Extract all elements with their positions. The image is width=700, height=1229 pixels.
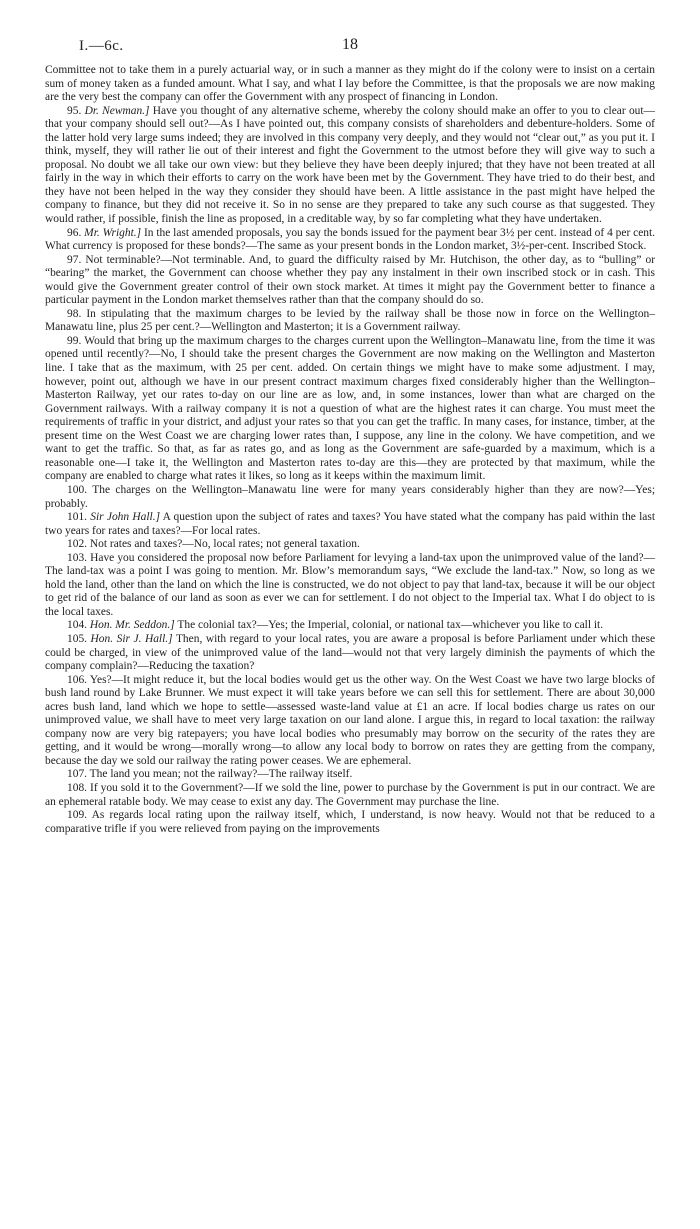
question-paragraph: 98. In stipulating that the maximum charges to be levied by the railway shall be those now in force on the Wellington–Manawatu line, plus 25 per cent.?—Wellington and Masterton; it is a Government railway.	[45, 307, 655, 334]
question-paragraph: 99. Would that bring up the maximum charges to the charges current upon the Wellington–Manawatu line, from the time it was opened until recently?—No, I should take the present charges the Government are now making on the Wellington and Masterton line. I take that as the maximum, with 25 per cent. added. On certain things we might have to make some adjustment. I may, however, point out, although we have in our present contract maximum charges fixed considerably higher than the Wellington–Masterton Railway, yet our rates to-day on our line are as low, and, in some instances, lower than what are charged on the Government railways. With a railway company it is not a question of what are the highest rates it can charge. You must meet the requirements of traffic in your district, and adjust your rates so that you can get the traffic. In many cases, for instance, timber, at the present time on the West Coast we are charging lower rates than, I suppose, any line in the colony. We have competition, and we want to get the traffic. So that, as far as rates go, and as long as the Government are safe-guarded by a maximum, which is a reasonable one—I take it, the Wellington and Masterton rates to-day are this—they are protected by that maximum, while the company are enabled to charge what rates it likes, so long as it keeps within the maximum limit.	[45, 334, 655, 483]
page-header	[45, 0, 655, 60]
question-paragraph: 107. The land you mean; not the railway?—The railway itself.	[67, 768, 353, 781]
question-paragraph: 95. Dr. Newman.] Have you thought of any alternative scheme, whereby the colony should make an offer to you to clear out—that your company should sell out?—As I have pointed out, this company consists of shareholders and debenture-holders. Some of the latter hold very large sums indeed; they are involved in this company very deeply, and they would not “clear out,” as you put it. I think, myself, they will rather lie out of their interest and fight the Government to the utmost before they will give way to such a proposal. No doubt we all take our own view: but they believe they have been deeply injured; that they have not been treated at all fairly in the way in which their efforts to carry on the work have been met by the Government. They have tried to do their best, and they have not been helped in the way they consider they should have been. A little assistance in the past might have helped the company to finance, but they did not receive it. So in no sense are they prepared to take any such course as that suggested. They would rather, if possible, finish the line as proposed, in a creditable way, by so far completing what they have undertaken.	[45, 104, 655, 226]
body-text	[45, 64, 655, 836]
question-paragraph: 97. Not terminable?—Not terminable. And, to guard the difficulty raised by Mr. Hutchison, the other day, as to “bulling” or “bearing” the market, the Government can choose whether they pay any instalment in their own inscribed stock or in cash. This would give the Government greater control of their own stock market. At times it might pay the Government better to finance a particular payment in the London market themselves rather than that the company should do so.	[45, 253, 656, 307]
question-paragraph: 108. If you sold it to the Government?—If we sold the line, power to purchase by the Government is put in our contract. We are an ephemeral ratable body. We may cease to exist any day. The Government may purchase the line.	[45, 781, 656, 808]
question-paragraph: 109. As regards local rating upon the railway itself, which, I understand, is now heavy. Would not that be reduced to a comparative trifle if you were relieved from paying on the improvements	[45, 809, 655, 835]
question-paragraph: 96. Mr. Wright.] In the last amended proposals, you say the bonds issued for the payment bear 3½ per cent. instead of 4 per cent. What currency is proposed for these bonds?—The same as your present bonds in the London market, 3½-per-cent. Inscribed Stock.	[45, 226, 656, 253]
question-paragraph: 105. Hon. Sir J. Hall.] Then, with regard to your local rates, you are aware a proposal is before Parliament under which these could be charged, in view of the unimproved value of the land—would not that very largely diminish the payments of which the company complain?—Reducing the taxation?	[45, 632, 656, 673]
question-paragraph: 104. Hon. Mr. Seddon.] The colonial tax?—Yes; the Imperial, colonial, or national tax—whichever you like to call it.	[67, 619, 604, 632]
page-number: 18	[342, 36, 358, 53]
question-paragraph: 100. The charges on the Wellington–Manawatu line were for many years considerably higher than they are now?—Yes; probably.	[45, 483, 655, 510]
question-paragraph: 102. Not rates and taxes?—No, local rates; not general taxation.	[67, 538, 360, 551]
paragraph: Committee not to take them in a purely actuarial way, or in such a manner as they might do if the colony were to insist on a certain sum of money taken as a funded amount. What I say, and what I lay before the Committee, is that the proposals we are now making are the very best the company can offer the Government with any prospect of financing in London.	[45, 64, 655, 104]
document-reference: I.—6c.	[79, 38, 124, 54]
question-paragraph: 101. Sir John Hall.] A question upon the subject of rates and taxes? You have stated what the company has paid within the last two years for rates and taxes?—For local rates.	[45, 511, 656, 537]
question-paragraph: 103. Have you considered the proposal now before Parliament for levying a land-tax upon the unimproved value of the land?—The land-tax was a point I was going to mention. Mr. Blow’s memorandum says, “We exclude the land-tax.” Now, so long as we hold the land, other than the land on which the line is constructed, we do not object to pay that land-tax, because it will be our object to get rid of the balance of our land as soon as ever we can for settlement. I do not object to the Imperial tax. What I do object to is the local taxes.	[45, 551, 656, 618]
question-paragraph: 106. Yes?—It might reduce it, but the local bodies would get us the other way. On the West Coast we have two large blocks of bush land round by Lake Brunner. We must expect it will take years before we can sell this for settlement. There are about 30,000 acres bush land, land which we hope to settle—assessed waste-land value at £1 an acre. If local bodies charge us rates on our unimproved value, we shall have to meet very large taxation on our land alone. I argue this, in regard to local taxation: the railway company now are very big ratepayers; you have local bodies who presumably may borrow on the security of the rates they are getting, and it would be wrong—morally wrong—to allow any local body to borrow on rates they are getting from the company, because the day we sold our railway the rating power ceases. We are ephemeral.	[45, 673, 655, 767]
